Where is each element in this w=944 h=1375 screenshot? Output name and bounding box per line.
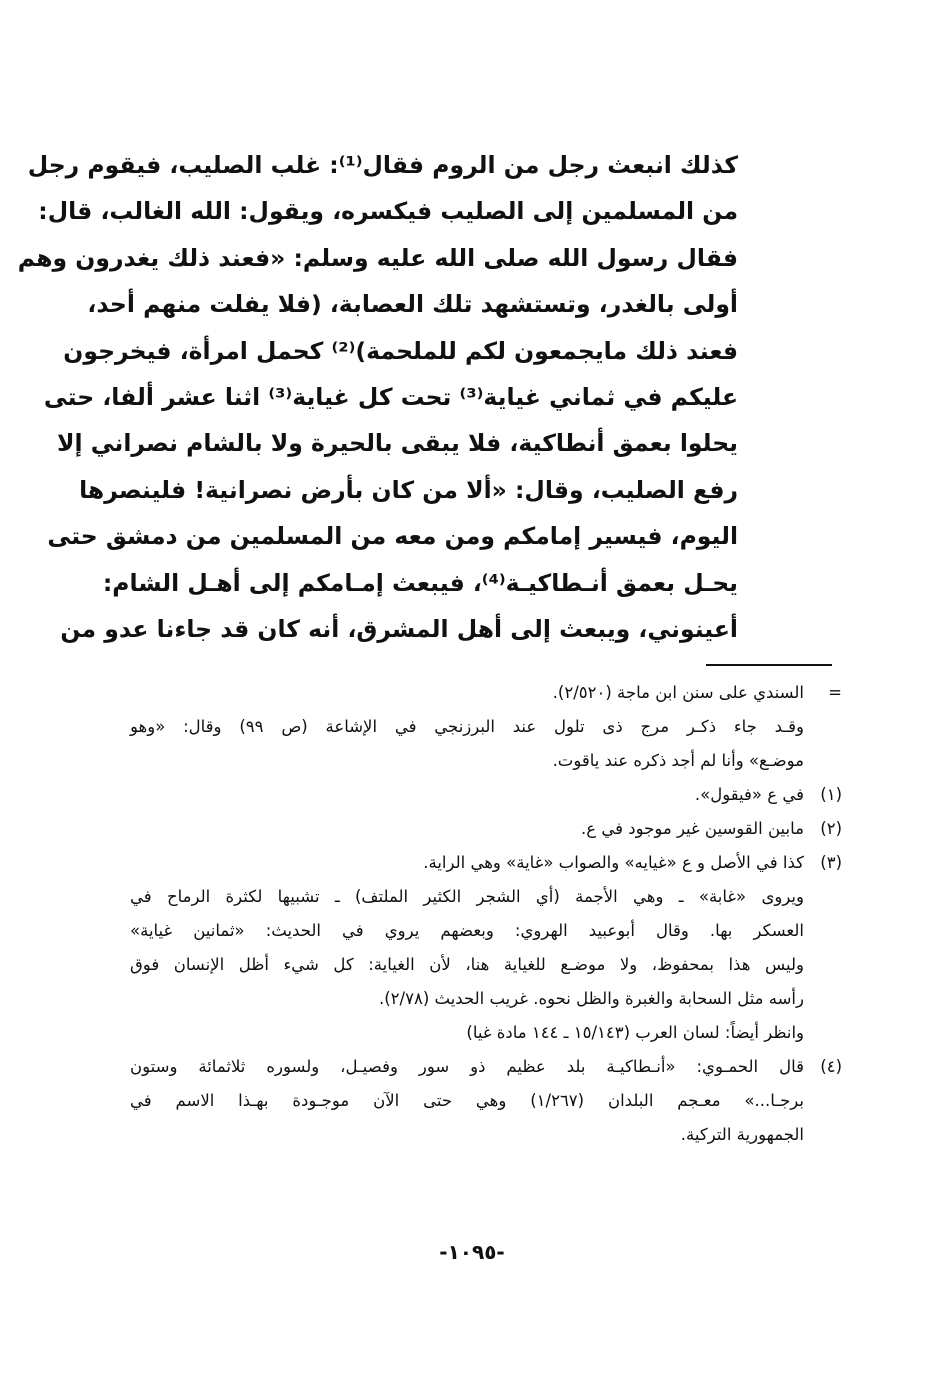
footnote-line — [130, 880, 842, 914]
page-number: -١٠٩٥- — [439, 1240, 505, 1264]
footnote-text: وليس هذا بمحفوظ، ولا موضـع للغياية هنا، لأن الغياية: كل شيء أظل الإنسان فوق — [130, 955, 804, 974]
text-line: يحـل بعمق أنـطاكيـة⁽⁴⁾، فيبعث إمـامكم إلى أهـل الشام: — [102, 568, 738, 597]
footnote-text: في ع «فيقول». — [694, 785, 804, 804]
footnote-text: موضـع» وأنا لم أجد ذكره عند ياقوت. — [552, 751, 804, 770]
footnote-line — [130, 1016, 842, 1050]
text-line: أولى بالغدر، وتستشهد تلك العصابة، (فلا يفلت منهم أحد، — [87, 290, 738, 319]
footnote-text: كذا في الأصل و ع «غيايه» والصواب «غاية» وهي الراية. — [423, 853, 804, 872]
footnote-line — [130, 1084, 842, 1118]
footnote-text: وقـد جاء ذكـر مرج ذى تلول عند البرزنجي في الإشاعة (ص ٩٩) وقال: «وهو — [130, 717, 804, 736]
text-line: اليوم، فيسير إمامكم ومن معه من المسلمين من دمشق حتى — [47, 522, 738, 551]
footnote-marker: = — [828, 683, 842, 702]
text-line: عليكم في ثماني غياية⁽³⁾ تحت كل غياية⁽³⁾ اثنا عشر ألفا، حتى — [43, 382, 738, 411]
text-line: رفع الصليب، وقال: «ألا من كان بأرض نصرانية! فلينصرها — [79, 475, 738, 504]
footnote-line — [130, 812, 842, 846]
footnote-text: قال الحمـوي: «أنـطاكيـة بلد عظيم ذو سور وفصيـل، ولسوره ثلاثمائة وستون — [130, 1057, 804, 1076]
text-line: فعند ذلك مايجمعون لكم للملحمة)⁽²⁾ كحمل امرأة، فيخرجون — [63, 336, 738, 365]
footnote-text: ويروى «غابة» ـ وهي الأجمة (أي الشجر الكثير الملتف) ـ تشبيها لكثرة الرماح في — [130, 887, 804, 906]
footnote-line — [130, 778, 842, 812]
footnote-line — [130, 1050, 842, 1084]
footnote-line — [130, 676, 842, 710]
footnote-line — [130, 982, 842, 1016]
footnote-line — [130, 948, 842, 982]
footnote-text: برجـا...» معـجم البلدان (١/٢٦٧) وهي حتى الآن موجـودة بهـذا الاسم في — [130, 1091, 804, 1110]
footnote-line — [130, 846, 842, 880]
text-line: أعينوني، ويبعث إلى أهل المشرق، أنه كان قد جاءنا عدو من — [60, 614, 738, 643]
footnote-marker: (١) — [820, 785, 842, 804]
footnotes — [130, 676, 842, 1152]
text-line: فقال رسول الله صلى الله عليه وسلم: «فعند ذلك يغدرون وهم — [17, 243, 738, 272]
footnote-separator — [706, 664, 832, 666]
footnote-marker: (٢) — [820, 819, 842, 838]
footnote-text: السندي على سنن ابن ماجة (٢/٥٢٠). — [552, 683, 804, 702]
footnote-marker: (٣) — [820, 853, 842, 872]
text-line: يحلوا بعمق أنطاكية، فلا يبقى بالحيرة ولا بالشام نصراني إلا — [56, 429, 738, 458]
text-line: كذلك انبعث رجل من الروم فقال⁽¹⁾: غلب الصليب، فيقوم رجل — [27, 151, 738, 179]
footnote-line — [130, 710, 842, 744]
main-text — [17, 142, 738, 652]
footnote-line — [130, 1118, 842, 1152]
footnote-text: العسكر بها. وقال أبوعبيد الهروي: وبعضهم يروي في الحديث: «ثمانين غياية» — [130, 921, 804, 940]
footnote-marker: (٤) — [820, 1057, 842, 1076]
footnote-text: الجمهورية التركية. — [680, 1125, 804, 1144]
text-line: من المسلمين إلى الصليب فيكسره، ويقول: الله الغالب، قال: — [38, 197, 738, 226]
footnote-text: وانظر أيضاً: لسان العرب (١٥/١٤٣ ـ ١٤٤ مادة غيا) — [466, 1023, 804, 1042]
footnote-line — [130, 744, 842, 778]
footnote-text: رأسه مثل السحابة والغبرة والظل نحوه. غريب الحديث (٢/٧٨). — [378, 989, 804, 1008]
footnote-line — [130, 914, 842, 948]
footnote-text: مابين القوسين غير موجود في ع. — [581, 819, 804, 838]
